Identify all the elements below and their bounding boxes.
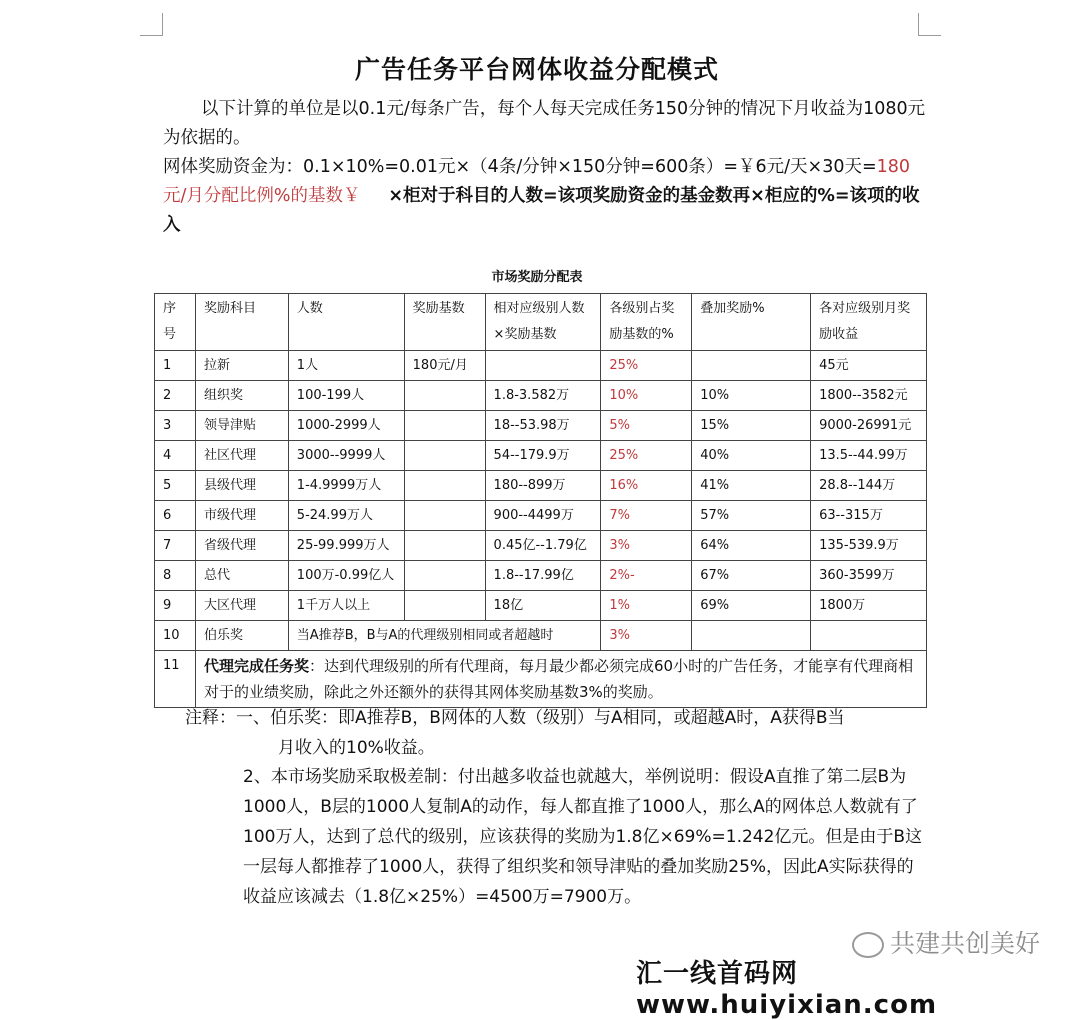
document-title: 广告任务平台网体收益分配模式: [354, 55, 719, 84]
table-cell: 1800万: [811, 591, 927, 621]
table-cell: 28.8--144万: [811, 471, 927, 501]
table-cell: 0.45亿--1.79亿: [485, 531, 601, 561]
table-cell: 69%: [692, 591, 811, 621]
header-cell: 相对应级别人数×奖励基数: [485, 294, 601, 351]
table-cell: 15%: [692, 411, 811, 441]
table-cell: 1: [155, 351, 196, 381]
formula-bold-text: ×柜对于科目的人数=该项奖励资金的基金数再×柜应的%=该项的收入: [163, 186, 920, 235]
page-corner-mark-right: [918, 13, 941, 36]
table-cell: 1000-2999人: [288, 411, 404, 441]
header-cell: 序号: [155, 294, 196, 351]
table-cell: 900--4499万: [485, 501, 601, 531]
table-cell: 13.5--44.99万: [811, 441, 927, 471]
table-cell: 63--315万: [811, 501, 927, 531]
formula-paragraph: [163, 153, 933, 240]
account-name: 共建共创美好: [889, 929, 1040, 958]
table-cell: 9: [155, 591, 196, 621]
table-header-row: [155, 294, 927, 351]
table-cell: 10%: [601, 381, 692, 411]
header-cell: 奖励基数: [404, 294, 485, 351]
site-watermark: 汇一线首码网 www.huiyixian.com: [636, 959, 938, 1020]
table-row: [155, 381, 927, 411]
table-cell: 领导津贴: [195, 411, 288, 441]
table-row: [155, 591, 927, 621]
table-cell: [811, 621, 927, 651]
table-row: [155, 501, 927, 531]
intro-paragraph: 以下计算的单位是以0.1元/每条广告，每个人每天完成任务150分钟的情况下月收益为1080元为依据的。: [163, 99, 926, 148]
table-cell: [404, 411, 485, 441]
table-cell: 135-539.9万: [811, 531, 927, 561]
table-cell: 省级代理: [195, 531, 288, 561]
table-cell: 1.8-3.582万: [485, 381, 601, 411]
table-cell: 180元/月: [404, 351, 485, 381]
table-cell: 5: [155, 471, 196, 501]
reward-table: [154, 293, 927, 708]
table-cell: 5%: [601, 411, 692, 441]
table-row: [155, 621, 927, 651]
table-row: [155, 561, 927, 591]
table-row: [155, 441, 927, 471]
table-cell: 1人: [288, 351, 404, 381]
table-cell: 8: [155, 561, 196, 591]
table-cell: [404, 531, 485, 561]
header-cell: 各对应级别月奖励收益: [811, 294, 927, 351]
table-cell: 4: [155, 441, 196, 471]
note-1-cont: 月收入的10%收益。: [278, 738, 435, 758]
table-cell: 25%: [601, 351, 692, 381]
header-cell: 各级别占奖励基数的%: [601, 294, 692, 351]
formula-text: 网体奖励资金为：0.1×10%=0.01元×（4条/分钟×150分钟=600条）=￥6元/天×30天=: [163, 157, 877, 177]
table-cell: [404, 501, 485, 531]
table-cell: [404, 471, 485, 501]
table-cell: 3%: [601, 621, 692, 651]
header-cell: 人数: [288, 294, 404, 351]
table-cell: [485, 351, 601, 381]
table-row: [155, 411, 927, 441]
table-cell: 9000-26991元: [811, 411, 927, 441]
table-cell: 67%: [692, 561, 811, 591]
table-cell: 6: [155, 501, 196, 531]
table-cell: 2: [155, 381, 196, 411]
table-cell: 5-24.99万人: [288, 501, 404, 531]
table-cell: 伯乐奖: [195, 621, 288, 651]
header-cell: 奖励科目: [195, 294, 288, 351]
table-cell: 3%: [601, 531, 692, 561]
header-cell: 叠加奖励%: [692, 294, 811, 351]
table-cell: [195, 651, 926, 708]
table-cell: 7: [155, 531, 196, 561]
table-cell: 1800--3582元: [811, 381, 927, 411]
table-cell: 2%-: [601, 561, 692, 591]
page-corner-mark-left: [140, 13, 163, 36]
table-cell: 100-199人: [288, 381, 404, 411]
table-cell: 18亿: [485, 591, 601, 621]
table-cell: [692, 621, 811, 651]
table-cell: 360-3599万: [811, 561, 927, 591]
row11-text: ：达到代理级别的所有代理商，每月最少都必须完成60小时的广告任务，才能享有代理商相对于的业绩奖励，除此之外还额外的获得其网体奖励基数3%的奖励。: [203, 657, 914, 701]
table-cell: [404, 591, 485, 621]
table-row: [155, 651, 927, 708]
note-2: 2、本市场奖励采取极差制：付出越多收益也就越大，举例说明：假设A直推了第二层B为1000人，B层的1000人复制A的动作，每人都直推了1000人，那么A的网体总人数就有了100万人，达到了总代的级别，应该获得的奖励为1.8亿×69%=1.242亿元。但是由于B这一层每人都推荐了1000人，获得了组织奖和领导津贴的叠加奖励25%，因此A实际获得的收益应该减去（1.8亿×25%）=4500万=7900万。: [243, 767, 923, 907]
formula-red-text: 180元/月分配比例%的基数￥: [163, 157, 911, 206]
table-cell: [404, 381, 485, 411]
table-cell: 拉新: [195, 351, 288, 381]
table-cell: 10%: [692, 381, 811, 411]
table-cell: 3: [155, 411, 196, 441]
table-cell: 57%: [692, 501, 811, 531]
note-1: 注释：一、伯乐奖：即A推荐B，B网体的人数（级别）与A相同，或超越A时，A获得B当: [185, 708, 845, 728]
table-cell: 10: [155, 621, 196, 651]
table-row: [155, 471, 927, 501]
table-cell: 县级代理: [195, 471, 288, 501]
table-cell: 180--899万: [485, 471, 601, 501]
table-cell: 16%: [601, 471, 692, 501]
table-cell: [404, 561, 485, 591]
table-cell: 64%: [692, 531, 811, 561]
table-cell: 大区代理: [195, 591, 288, 621]
table-cell: 45元: [811, 351, 927, 381]
table-cell: 54--179.9万: [485, 441, 601, 471]
table-cell: 7%: [601, 501, 692, 531]
table-cell: [404, 441, 485, 471]
table-cell: 100万-0.99亿人: [288, 561, 404, 591]
table-cell: 市级代理: [195, 501, 288, 531]
table-cell: 社区代理: [195, 441, 288, 471]
table-cell: 1.8--17.99亿: [485, 561, 601, 591]
table-cell: 40%: [692, 441, 811, 471]
table-cell: 3000--9999人: [288, 441, 404, 471]
table-cell: 25%: [601, 441, 692, 471]
table-cell: 1-4.9999万人: [288, 471, 404, 501]
table-cell: 1%: [601, 591, 692, 621]
table-cell: 组织奖: [195, 381, 288, 411]
table-title: 市场奖励分配表: [491, 270, 583, 285]
table-row: [155, 531, 927, 561]
table-cell: 18--53.98万: [485, 411, 601, 441]
table-cell: 1千万人以上: [288, 591, 404, 621]
table-cell: 总代: [195, 561, 288, 591]
table-cell: 25-99.999万人: [288, 531, 404, 561]
row11-bold: 代理完成任务奖: [203, 657, 309, 675]
table-row: [155, 351, 927, 381]
table-cell: 41%: [692, 471, 811, 501]
table-cell: 当A推荐B，B与A的代理级别相同或者超越时: [288, 621, 601, 651]
table-cell: 11: [155, 651, 196, 708]
table-cell: [692, 351, 811, 381]
